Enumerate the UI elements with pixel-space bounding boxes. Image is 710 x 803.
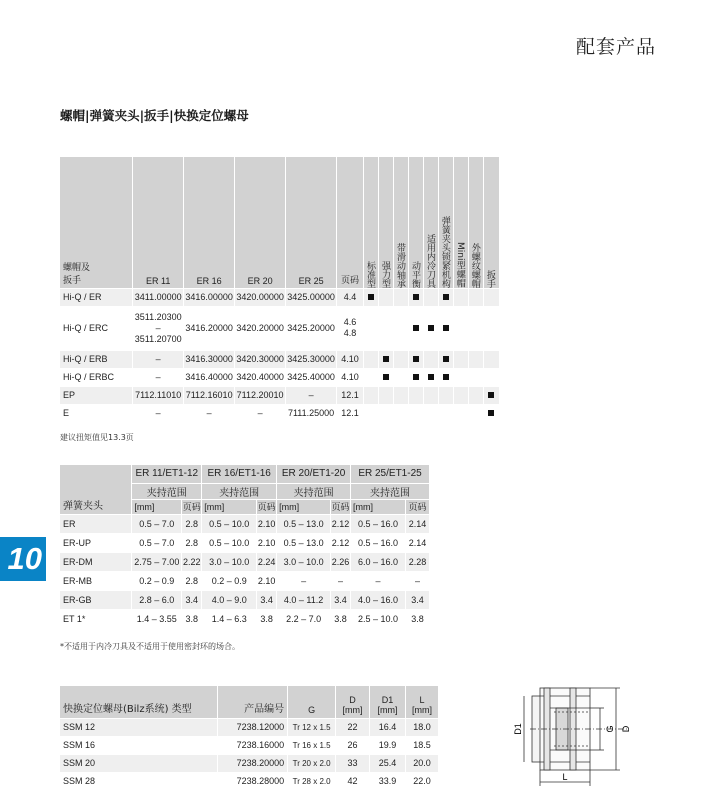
table-row xyxy=(60,404,500,422)
table1-mark-cell xyxy=(423,404,438,422)
table2-row-name: ER-GB xyxy=(60,590,132,609)
table1-note: 建议扭矩值见13.3页 xyxy=(60,433,134,442)
table3-header-type: 快换定位螺母(Bilz系统) 类型 xyxy=(60,686,218,718)
table1-vcol-header: 强力型 xyxy=(379,260,390,288)
table1-mark-cell xyxy=(483,386,499,404)
table2-page: 3.4 xyxy=(182,590,202,609)
table1-mark-cell xyxy=(408,306,423,350)
table3-g: Tr 20 x 2.0 xyxy=(288,754,336,772)
table2-range: 0.5 – 7.0 xyxy=(132,533,182,552)
table1-mark-cell xyxy=(393,288,408,306)
table2-page: 2.12 xyxy=(331,514,351,533)
table2-page: 2.28 xyxy=(405,552,429,571)
table2-sub-header: 夹持范围 xyxy=(202,483,277,499)
table2-page-label: 页码 xyxy=(257,499,277,514)
table-row xyxy=(60,571,430,590)
table1-cell: – xyxy=(133,350,184,368)
table2-page-label: 页码 xyxy=(331,499,351,514)
table1-mark-cell xyxy=(423,386,438,404)
table1-mark-cell xyxy=(378,306,393,350)
table1-mark-cell xyxy=(438,306,453,350)
table1-row-name: EP xyxy=(60,386,133,404)
table3-d1: 25.4 xyxy=(370,754,406,772)
table2-sub-header: 夹持范围 xyxy=(351,483,430,499)
table1-mark-cell xyxy=(453,404,468,422)
table1-page: 4.10 xyxy=(337,368,364,386)
table3-header-l: L [mm] xyxy=(405,686,438,718)
table-row xyxy=(60,368,500,386)
table1-header xyxy=(60,157,500,288)
table1-mark-cell xyxy=(453,288,468,306)
table-row xyxy=(60,288,500,306)
table1-mark-cell xyxy=(408,404,423,422)
table2-page: 2.8 xyxy=(182,514,202,533)
filled-square-icon xyxy=(383,356,389,362)
table1-mark-cell xyxy=(423,288,438,306)
table1-cell: 7112.20010 xyxy=(235,386,286,404)
table2-page: 2.24 xyxy=(257,552,277,571)
table1-row-name: Hi-Q / ERC xyxy=(60,306,133,350)
table1-cell: 3425.30000 xyxy=(286,350,337,368)
table2-group-header: ER 20/ET1-20 xyxy=(277,465,351,483)
table1-cell: 3416.40000 xyxy=(184,368,235,386)
filled-square-icon xyxy=(413,294,419,300)
table1-mark-cell xyxy=(393,386,408,404)
table2-page: 3.8 xyxy=(331,609,351,628)
table2-range: 2.5 – 10.0 xyxy=(351,609,406,628)
table2-page-label: 页码 xyxy=(405,499,429,514)
table1-mark-cell xyxy=(453,386,468,404)
filled-square-icon xyxy=(443,325,449,331)
table2-page: 3.8 xyxy=(257,609,277,628)
table2-range: 1.4 – 3.55 xyxy=(132,609,182,628)
table2-group-header: ER 11/ET1-12 xyxy=(132,465,202,483)
table3-type: SSM 16 xyxy=(60,736,218,754)
table1-mark-cell xyxy=(364,386,379,404)
table-row xyxy=(60,609,430,628)
table2-range: 0.5 – 16.0 xyxy=(351,533,406,552)
table3-d: 42 xyxy=(336,772,370,790)
drawing-label-l: L xyxy=(562,772,568,782)
table1-vcol-header: 适用内冷刀具 xyxy=(424,233,435,288)
table1-mark-cell xyxy=(438,368,453,386)
drawing-label-d1: D1 xyxy=(513,723,523,735)
quick-change-nut-table xyxy=(60,686,439,791)
table-row xyxy=(60,350,500,368)
table2-range: 4.0 – 9.0 xyxy=(202,590,257,609)
table-row xyxy=(60,754,439,772)
table-row xyxy=(60,514,430,533)
table1-mark-cell xyxy=(468,288,483,306)
table2-row-header: 弹簧夹头 xyxy=(60,465,132,514)
table1-cell: 3511.20300 – 3511.20700 xyxy=(133,306,184,350)
table2-page: 2.10 xyxy=(257,571,277,590)
table1-vcol-header: 弹簧夹头锁紧机构 xyxy=(439,215,450,288)
table2-range: 2.8 – 6.0 xyxy=(132,590,182,609)
table3-header-d1: D1 [mm] xyxy=(370,686,406,718)
table1-mark-cell xyxy=(393,350,408,368)
table1-mark-cell xyxy=(468,350,483,368)
page-title: 配套产品 xyxy=(575,36,656,58)
table1-mark-cell xyxy=(393,404,408,422)
table1-mark-cell xyxy=(438,350,453,368)
table2-range: 6.0 – 16.0 xyxy=(351,552,406,571)
table1-vcol-header: Mini型螺帽 xyxy=(454,242,465,288)
table1-mark-cell xyxy=(378,404,393,422)
table1-page: 4.6 4.8 xyxy=(337,306,364,350)
table-row xyxy=(60,386,500,404)
table1-cell: 3420.40000 xyxy=(235,368,286,386)
table1-mark-cell xyxy=(364,288,379,306)
table3-code: 7238.12000 xyxy=(218,718,288,736)
table1-mark-cell xyxy=(408,386,423,404)
filled-square-icon xyxy=(383,374,389,380)
table2-range: 4.0 – 16.0 xyxy=(351,590,406,609)
table3-header-code: 产品编号 xyxy=(218,686,288,718)
table1-mark-cell xyxy=(423,350,438,368)
table1-mark-cell xyxy=(483,350,499,368)
table-row xyxy=(60,590,430,609)
table1-cell: 3416.00000 xyxy=(184,288,235,306)
table2-sub-header: 夹持范围 xyxy=(132,483,202,499)
table1-cell: – xyxy=(235,404,286,422)
table2-range: 2.75 – 7.00 xyxy=(132,552,182,571)
table1-mark-cell xyxy=(453,368,468,386)
table1-mark-cell xyxy=(483,368,499,386)
table2-page: 2.14 xyxy=(405,514,429,533)
table3-d: 22 xyxy=(336,718,370,736)
filled-square-icon xyxy=(413,374,419,380)
table1-mark-cell xyxy=(423,306,438,350)
table1-vcol-header: 扳手 xyxy=(484,269,495,288)
table1-mark-cell xyxy=(408,350,423,368)
table2-page: 2.12 xyxy=(331,533,351,552)
table3-d1: 19.9 xyxy=(370,736,406,754)
table2-page: – xyxy=(405,571,429,590)
table2-page: 3.4 xyxy=(257,590,277,609)
table1-mark-cell xyxy=(393,368,408,386)
table1-vcol-header: 外螺纹螺帽 xyxy=(469,242,480,288)
table2-page: 2.8 xyxy=(182,571,202,590)
table2-page: 2.14 xyxy=(405,533,429,552)
table1-page: 4.4 xyxy=(337,288,364,306)
filled-square-icon xyxy=(413,356,419,362)
table3-d: 26 xyxy=(336,736,370,754)
table1-mark-cell xyxy=(364,404,379,422)
table1-col-header: ER 25 xyxy=(286,157,337,288)
table2-range: 1.4 – 6.3 xyxy=(202,609,257,628)
table-row xyxy=(60,718,439,736)
table2-range: 0.2 – 0.9 xyxy=(132,571,182,590)
table1-cell: 3420.00000 xyxy=(235,288,286,306)
table2-note: *不适用于内冷刀具及不适用于使用密封环的场合。 xyxy=(60,642,240,651)
table3-code: 7238.20000 xyxy=(218,754,288,772)
filled-square-icon xyxy=(488,392,494,398)
drawing-label-d: D xyxy=(621,725,631,733)
table1-row-name: Hi-Q / ERBC xyxy=(60,368,133,386)
nut-wrench-table xyxy=(60,157,500,423)
table3-code: 7238.28000 xyxy=(218,772,288,790)
table2-page: 3.4 xyxy=(405,590,429,609)
table1-mark-cell xyxy=(393,306,408,350)
filled-square-icon xyxy=(428,325,434,331)
table1-mark-cell xyxy=(364,350,379,368)
table3-l: 18.0 xyxy=(405,718,438,736)
table1-mark-cell xyxy=(378,368,393,386)
table1-mark-cell xyxy=(483,404,499,422)
table1-cell: – xyxy=(133,404,184,422)
filled-square-icon xyxy=(443,294,449,300)
table2-row-name: ET 1* xyxy=(60,609,132,628)
table2-page: 2.26 xyxy=(331,552,351,571)
nut-drawing xyxy=(500,686,650,794)
table1-mark-cell xyxy=(378,386,393,404)
table2-page: – xyxy=(331,571,351,590)
table2-range: 0.5 – 13.0 xyxy=(277,514,331,533)
table1-cell: 3420.20000 xyxy=(235,306,286,350)
table2-unit: [mm] xyxy=(202,499,257,514)
table1-cell: 7112.11010 xyxy=(133,386,184,404)
table2-row-name: ER xyxy=(60,514,132,533)
table1-cell: 3416.30000 xyxy=(184,350,235,368)
table2-page: 3.8 xyxy=(405,609,429,628)
table3-l: 22.0 xyxy=(405,772,438,790)
table3-g: Tr 28 x 2.0 xyxy=(288,772,336,790)
table1-col-header: ER 20 xyxy=(235,157,286,288)
filled-square-icon xyxy=(413,325,419,331)
collet-table xyxy=(60,465,430,629)
table1-mark-cell xyxy=(378,350,393,368)
table3-header-d: D [mm] xyxy=(336,686,370,718)
table2-range: 0.5 – 16.0 xyxy=(351,514,406,533)
table1-mark-cell xyxy=(438,288,453,306)
table1-mark-cell xyxy=(438,386,453,404)
table2-page: 2.10 xyxy=(257,533,277,552)
table3-d1: 33.9 xyxy=(370,772,406,790)
table2-row-name: ER-DM xyxy=(60,552,132,571)
table3-l: 20.0 xyxy=(405,754,438,772)
table3-type: SSM 12 xyxy=(60,718,218,736)
table2-group-header: ER 25/ET1-25 xyxy=(351,465,430,483)
table2-range: 0.5 – 10.0 xyxy=(202,514,257,533)
table3-type: SSM 20 xyxy=(60,754,218,772)
table1-cell: 7111.25000 xyxy=(286,404,337,422)
table1-vcol-header: 标准型 xyxy=(365,260,375,288)
filled-square-icon xyxy=(428,374,434,380)
table1-col-header: ER 16 xyxy=(184,157,235,288)
table1-cell: 3425.00000 xyxy=(286,288,337,306)
filled-square-icon xyxy=(368,294,374,300)
table1-mark-cell xyxy=(468,386,483,404)
table2-range: 3.0 – 10.0 xyxy=(202,552,257,571)
table1-cell: – xyxy=(133,368,184,386)
table1-mark-cell xyxy=(453,350,468,368)
table1-row-name: Hi-Q / ER xyxy=(60,288,133,306)
table1-row-header: 螺帽及 扳手 xyxy=(60,157,133,288)
table2-unit: [mm] xyxy=(132,499,182,514)
table2-unit: [mm] xyxy=(351,499,406,514)
table1-mark-cell xyxy=(364,306,379,350)
table2-range: 0.5 – 10.0 xyxy=(202,533,257,552)
table1-mark-cell xyxy=(408,368,423,386)
table3-type: SSM 28 xyxy=(60,772,218,790)
table1-row-name: Hi-Q / ERB xyxy=(60,350,133,368)
table2-page-label: 页码 xyxy=(182,499,202,514)
table1-mark-cell xyxy=(468,306,483,350)
table1-page-header: 页码 xyxy=(337,157,364,288)
table1-cell: 7112.16010 xyxy=(184,386,235,404)
table2-range: 2.2 – 7.0 xyxy=(277,609,331,628)
table2-page: 2.10 xyxy=(257,514,277,533)
table2-range: 0.2 – 0.9 xyxy=(202,571,257,590)
table1-page: 12.1 xyxy=(337,404,364,422)
table1-col-header: ER 11 xyxy=(133,157,184,288)
table2-page: 2.8 xyxy=(182,533,202,552)
table2-page: 3.4 xyxy=(331,590,351,609)
table2-range: – xyxy=(277,571,331,590)
table2-row-name: ER-UP xyxy=(60,533,132,552)
table2-unit: [mm] xyxy=(277,499,331,514)
table1-mark-cell xyxy=(438,404,453,422)
table1-mark-cell xyxy=(423,368,438,386)
filled-square-icon xyxy=(443,374,449,380)
table-row xyxy=(60,736,439,754)
table2-row-name: ER-MB xyxy=(60,571,132,590)
chapter-tab: 10 xyxy=(0,537,46,581)
table1-mark-cell xyxy=(364,368,379,386)
filled-square-icon xyxy=(488,410,494,416)
table1-mark-cell xyxy=(453,306,468,350)
table2-range: 3.0 – 10.0 xyxy=(277,552,331,571)
table2-page: 3.8 xyxy=(182,609,202,628)
table-row xyxy=(60,306,500,350)
table2-range: 0.5 – 13.0 xyxy=(277,533,331,552)
table2-sub-header: 夹持范围 xyxy=(277,483,351,499)
table2-range: – xyxy=(351,571,406,590)
table1-cell: 3425.40000 xyxy=(286,368,337,386)
table1-cell: 3411.00000 xyxy=(133,288,184,306)
table1-cell: 3420.30000 xyxy=(235,350,286,368)
drawing-label-g: G xyxy=(605,725,615,733)
table2-page: 2.22 xyxy=(182,552,202,571)
table2-group-header: ER 16/ET1-16 xyxy=(202,465,277,483)
table1-mark-cell xyxy=(468,404,483,422)
table-row xyxy=(60,552,430,571)
table3-d1: 16.4 xyxy=(370,718,406,736)
table3-d: 33 xyxy=(336,754,370,772)
table1-mark-cell xyxy=(408,288,423,306)
table1-cell: – xyxy=(184,404,235,422)
table2-range: 0.5 – 7.0 xyxy=(132,514,182,533)
table3-header-g: G xyxy=(288,686,336,718)
table1-cell: 3425.20000 xyxy=(286,306,337,350)
table1-mark-cell xyxy=(468,368,483,386)
table1-vcol-header: 带滑动轴承 xyxy=(394,242,405,288)
table1-page: 4.10 xyxy=(337,350,364,368)
table1-page: 12.1 xyxy=(337,386,364,404)
table3-l: 18.5 xyxy=(405,736,438,754)
table1-cell: 3416.20000 xyxy=(184,306,235,350)
table1-vcol-header: 动平衡 xyxy=(409,260,420,288)
table1-mark-cell xyxy=(378,288,393,306)
table1-mark-cell xyxy=(483,306,499,350)
table1-cell: – xyxy=(286,386,337,404)
table-row xyxy=(60,772,439,790)
table1-row-name: E xyxy=(60,404,133,422)
filled-square-icon xyxy=(443,356,449,362)
section-title: 螺帽|弹簧夹头|扳手|快换定位螺母 xyxy=(60,108,249,123)
table2-range: 4.0 – 11.2 xyxy=(277,590,331,609)
table-row xyxy=(60,533,430,552)
table3-code: 7238.16000 xyxy=(218,736,288,754)
table1-mark-cell xyxy=(483,288,499,306)
table3-g: Tr 12 x 1.5 xyxy=(288,718,336,736)
table3-g: Tr 16 x 1.5 xyxy=(288,736,336,754)
